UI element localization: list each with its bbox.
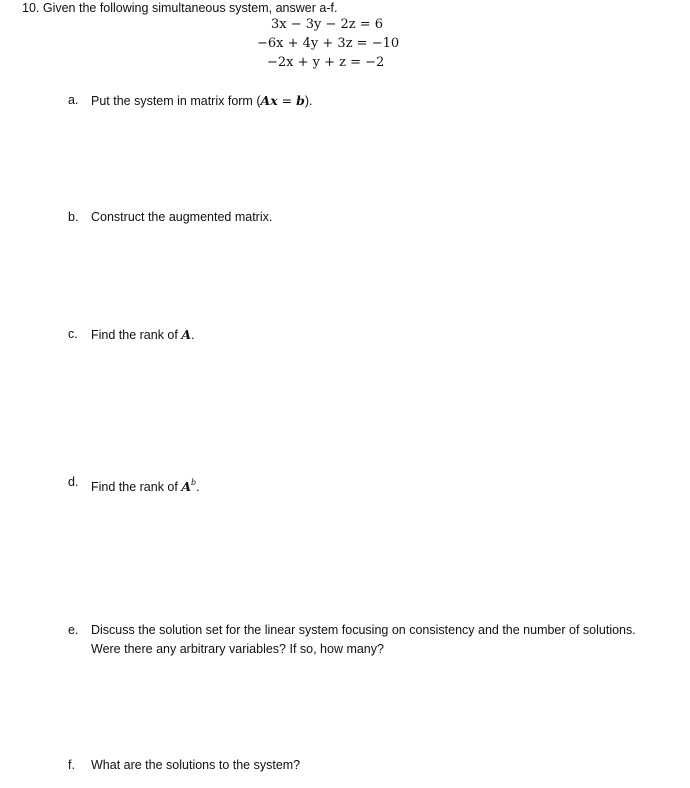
part-a-text-after: ).: [304, 94, 313, 108]
part-d-text-before: Find the rank of: [91, 480, 182, 494]
part-a-equals: =: [277, 93, 297, 108]
part-d-matrix-A: A: [181, 479, 192, 494]
equation-3: −2x + y + z = −2: [267, 55, 385, 70]
part-f-text: What are the solutions to the system?: [91, 758, 301, 772]
part-d-letter: d.: [68, 475, 79, 489]
part-a-letter: a.: [68, 93, 79, 107]
part-c-text-after: .: [191, 328, 195, 342]
part-d-superscript-b: b: [191, 478, 197, 487]
part-a-text: [91, 91, 651, 111]
part-b-letter: b.: [68, 210, 79, 224]
part-d-text: [91, 473, 651, 497]
part-a-matrix-A: A: [260, 93, 271, 108]
part-b-text: Construct the augmented matrix.: [91, 210, 273, 224]
part-d-text-after: .: [196, 480, 200, 494]
part-e-letter: e.: [68, 623, 79, 637]
part-a-text-before: Put the system in matrix form (: [91, 94, 261, 108]
part-a-vector-b: b: [296, 93, 305, 108]
part-f-letter: f.: [68, 758, 75, 772]
equation-2: −6x + 4y + 3z = −10: [257, 36, 400, 51]
part-e-text: Discuss the solution set for the linear system focusing on consistency and the number of solutions. Were there any arbitrary variables? If so, how many?: [91, 623, 636, 656]
part-c-text: [91, 325, 651, 345]
part-c-matrix-A: A: [181, 327, 192, 342]
part-a-vector-x: x: [270, 93, 278, 108]
question-header: 10. Given the following simultaneous system, answer a-f.: [22, 1, 338, 15]
equation-1: 3x − 3y − 2z = 6: [271, 17, 384, 32]
part-c-letter: c.: [68, 327, 78, 341]
part-c-text-before: Find the rank of: [91, 328, 182, 342]
